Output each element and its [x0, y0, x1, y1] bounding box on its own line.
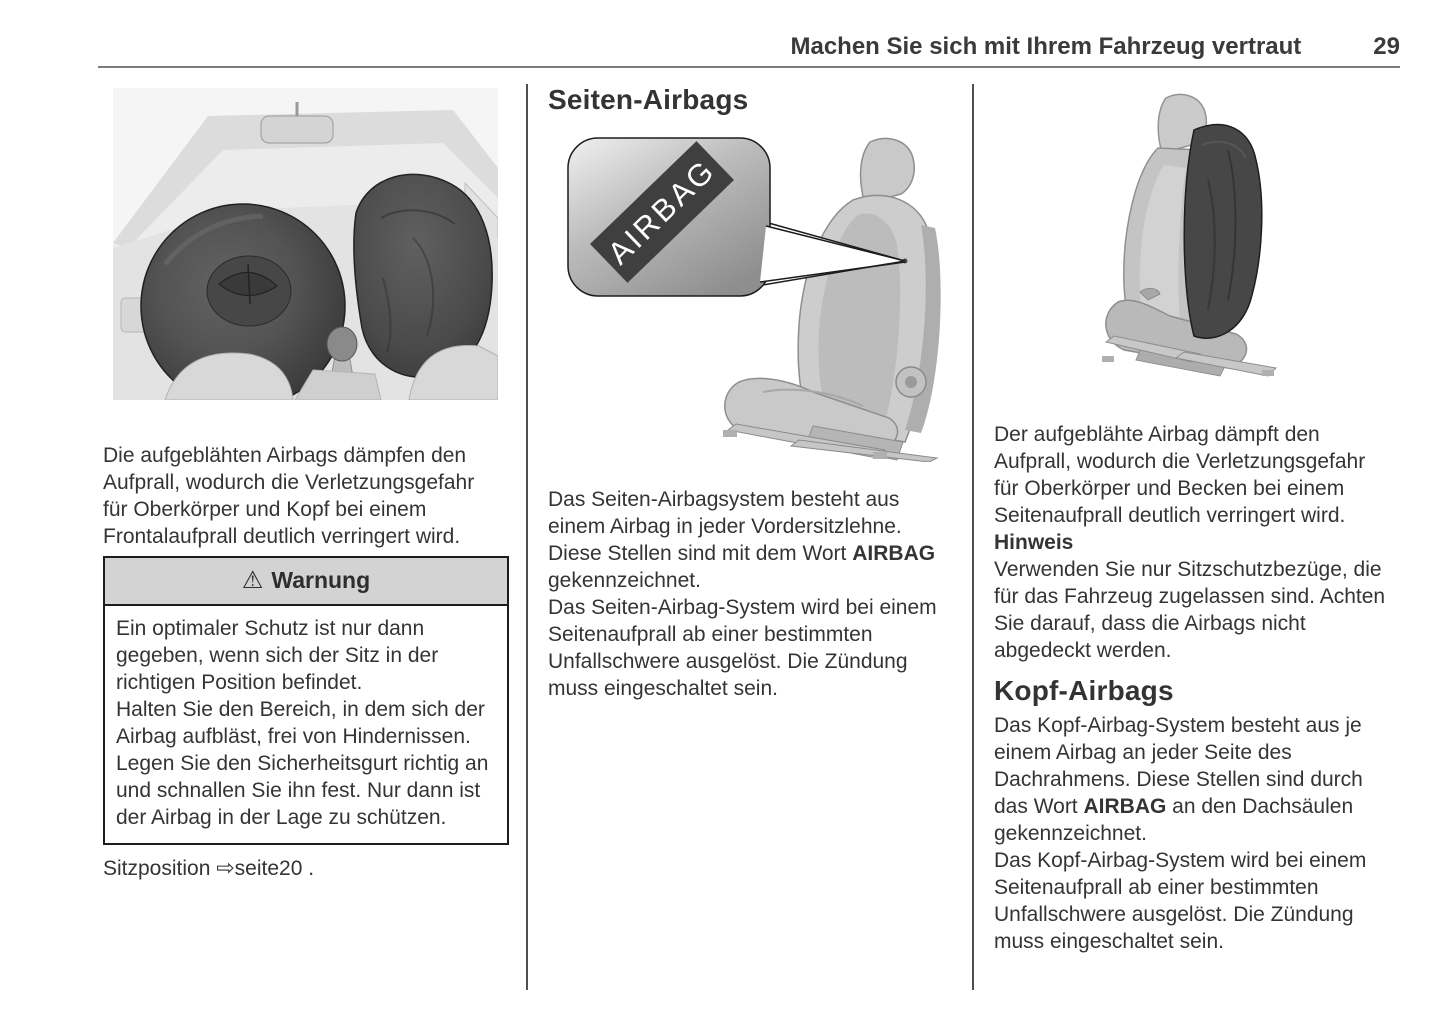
frontal-airbags-illustration [113, 88, 498, 400]
airbag-word-bold: AIRBAG [852, 542, 936, 565]
warning-box [103, 556, 509, 845]
paragraph: Das Seiten-Airbag-System wird bei einem Seitenaufprall ab einer bestimmten Unfallschwere ausgelöst. Die Zündung muss eingeschaltet sein. [548, 596, 937, 700]
head-airbag-text [994, 421, 1392, 955]
warning-line: Halten Sie den Bereich, in dem sich der Airbag aufbläst, frei von Hindernissen. [116, 698, 485, 748]
reference-link: seite20 [234, 857, 303, 880]
side-airbag-text [548, 486, 953, 702]
section-heading-side-airbags: Seiten-Airbags [548, 84, 749, 115]
column-divider-right [972, 84, 974, 990]
section-heading-head-airbags: Kopf-Airbags [994, 675, 1174, 706]
frontal-airbag-paragraph: Die aufgeblähten Airbags dämpfen den Aufprall, wodurch die Verletzungsgefahr für Oberkörper und Kopf bei einem Frontalaufprall deutlich verringert wird. [103, 444, 475, 548]
warning-text [105, 606, 507, 843]
deployed-side-airbag-illustration [1078, 90, 1306, 380]
warning-line: Legen Sie den Sicherheitsgurt richtig an und schnallen Sie ihn fest. Nur dann ist der Airbag in der Lage zu schützen. [116, 752, 489, 829]
header-title: Machen Sie sich mit Ihrem Fahrzeug vertraut [790, 33, 1302, 60]
reference-suffix: . [302, 857, 315, 880]
paragraph: Verwenden Sie nur Sitzschutzbezüge, die für das Fahrzeug zugelassen sind. Achten Sie darauf, dass die Airbags nicht abgedeckt werden. [994, 558, 1386, 662]
paragraph: Das Seiten-Airbagsystem besteht aus einem Airbag in jeder Vordersitzlehne. Diese Stellen sind mit dem Wort AIRBAG gekennzeichnet. [548, 488, 936, 592]
paragraph: Das Kopf-Airbag-System besteht aus je einem Airbag an jeder Seite des Dachrahmens. Diese Stellen sind durch das Wort AIRBAG an den Dachsäulen gekennzeichnet. [994, 714, 1363, 845]
column-divider-left [526, 84, 528, 990]
paragraph: Der aufgeblähte Airbag dämpft den Aufprall, wodurch die Verletzungsgefahr für Oberkörper und Becken bei einem Seitenaufprall deutlich verringert wird. [994, 423, 1366, 527]
reference-arrow-icon: ⇨ [216, 855, 235, 880]
airbag-callout-label: AIRBAG [600, 152, 723, 272]
warning-title: Warnung [271, 567, 371, 593]
warning-triangle-icon: ⚠ [241, 567, 264, 594]
seat-position-reference [103, 855, 314, 881]
side-airbag-illustration [553, 130, 965, 462]
paragraph: Das Kopf-Airbag-System wird bei einem Seitenaufprall ab einer bestimmten Unfallschwere ausgelöst. Die Zündung muss eingeschaltet sein. [994, 849, 1367, 953]
reference-label: Sitzposition [103, 857, 217, 880]
warning-header [105, 558, 507, 606]
page-header [98, 18, 1400, 68]
page-number: 29 [1373, 33, 1400, 60]
warning-line: Ein optimaler Schutz ist nur dann gegeben, wenn sich der Sitz in der richtigen Position befindet. [116, 617, 439, 694]
note-label: Hinweis [994, 531, 1074, 554]
airbag-word-bold: AIRBAG [1083, 795, 1167, 818]
